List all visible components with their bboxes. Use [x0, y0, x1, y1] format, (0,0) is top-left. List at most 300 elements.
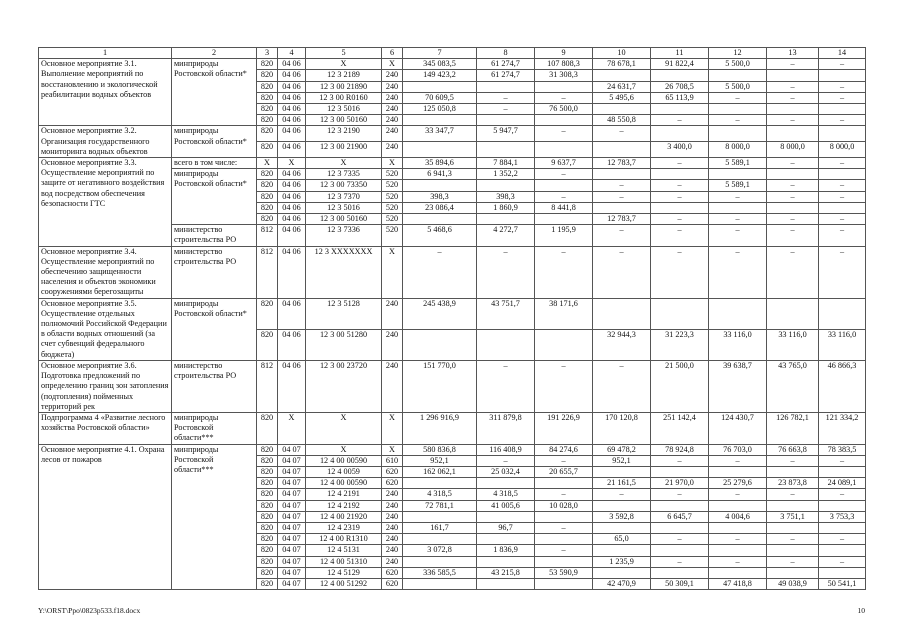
table-cell — [709, 169, 767, 180]
table-cell: – — [651, 158, 709, 169]
table-cell: – — [767, 225, 819, 246]
file-path-footer: Y:\ORST\Ppo\0823p533.f18.docx — [38, 606, 141, 615]
table-cell: 820 — [257, 489, 278, 500]
table-cell: 70 609,5 — [403, 92, 477, 103]
executor-name: минприроды Ростовской области*** — [172, 444, 257, 590]
table-cell: – — [819, 92, 866, 103]
table-cell — [535, 478, 593, 489]
table-cell: 65,0 — [593, 534, 651, 545]
table-cell — [535, 556, 593, 567]
table-cell: 107 808,3 — [535, 59, 593, 70]
table-cell — [709, 567, 767, 578]
table-cell: 12 4 00 00590 — [306, 478, 382, 489]
table-cell: 240 — [382, 360, 403, 412]
table-cell: 04 06 — [278, 180, 306, 191]
table-cell: 33 347,7 — [403, 126, 477, 142]
table-cell: 6 645,7 — [651, 511, 709, 522]
table-cell: 1 235,9 — [593, 556, 651, 567]
table-cell: – — [767, 59, 819, 70]
table-cell: 240 — [382, 104, 403, 115]
table-cell: 620 — [382, 466, 403, 477]
table-cell: – — [819, 534, 866, 545]
table-cell: 04 06 — [278, 92, 306, 103]
table-cell: 04 07 — [278, 534, 306, 545]
table-cell: 43 765,0 — [767, 360, 819, 412]
table-cell: 3 753,3 — [819, 511, 866, 522]
table-cell — [403, 329, 477, 360]
table-cell — [593, 545, 651, 556]
table-cell: 820 — [257, 126, 278, 142]
table-cell — [767, 298, 819, 329]
column-header: 14 — [819, 48, 866, 59]
table-cell: X — [306, 59, 382, 70]
table-cell: 31 223,3 — [651, 329, 709, 360]
table-cell: 191 226,9 — [535, 412, 593, 444]
table-cell: – — [767, 214, 819, 225]
column-header: 5 — [306, 48, 382, 59]
column-header: 4 — [278, 48, 306, 59]
table-cell: 121 334,2 — [819, 412, 866, 444]
activity-name: Основное мероприятие 3.3. Осуществление мероприятий по защите от негативного воздействия вод посредством обеспечения безопасности ГТС — [39, 158, 172, 247]
table-cell: – — [535, 169, 593, 180]
table-cell: 161,7 — [403, 522, 477, 533]
table-cell: – — [709, 115, 767, 126]
table-cell: 12 4 5131 — [306, 545, 382, 556]
table-cell: – — [535, 126, 593, 142]
table-cell — [535, 214, 593, 225]
table-cell: 812 — [257, 360, 278, 412]
table-cell: 48 550,8 — [593, 115, 651, 126]
table-cell: 12 3 00 50160 — [306, 115, 382, 126]
column-header: 10 — [593, 48, 651, 59]
table-cell — [403, 81, 477, 92]
table-cell: 311 879,8 — [477, 412, 535, 444]
table-cell: X — [382, 59, 403, 70]
table-cell: 3 592,8 — [593, 511, 651, 522]
table-cell: 8 000,0 — [709, 142, 767, 158]
table-cell: 820 — [257, 578, 278, 589]
table-cell — [535, 142, 593, 158]
table-cell: – — [709, 534, 767, 545]
table-cell: – — [535, 545, 593, 556]
table-row — [39, 158, 866, 169]
table-cell: 398,3 — [403, 191, 477, 202]
table-cell: 12 4 0059 — [306, 466, 382, 477]
table-cell: 3 751,1 — [767, 511, 819, 522]
table-cell — [767, 567, 819, 578]
table-cell: 04 07 — [278, 511, 306, 522]
table-cell: 04 07 — [278, 444, 306, 455]
table-cell: 820 — [257, 412, 278, 444]
table-cell: 345 083,5 — [403, 59, 477, 70]
executor-name: минприроды Ростовской области* — [172, 59, 257, 126]
table-cell — [819, 126, 866, 142]
table-cell: X — [306, 444, 382, 455]
table-cell: 240 — [382, 298, 403, 329]
table-cell: – — [593, 180, 651, 191]
table-cell: 820 — [257, 214, 278, 225]
table-cell: 5 947,7 — [477, 126, 535, 142]
table-cell — [767, 126, 819, 142]
table-cell — [535, 81, 593, 92]
table-cell: X — [306, 158, 382, 169]
table-cell — [535, 180, 593, 191]
table-cell: 26 708,5 — [651, 81, 709, 92]
column-header: 11 — [651, 48, 709, 59]
table-cell: 240 — [382, 70, 403, 81]
table-cell: – — [819, 489, 866, 500]
table-cell: X — [306, 412, 382, 444]
table-cell: 520 — [382, 202, 403, 213]
table-cell: 820 — [257, 180, 278, 191]
table-cell: – — [767, 158, 819, 169]
table-cell: – — [403, 246, 477, 298]
table-cell: 96,7 — [477, 522, 535, 533]
table-cell: 21 500,0 — [651, 360, 709, 412]
table-cell — [819, 500, 866, 511]
table-cell: – — [709, 92, 767, 103]
table-cell: 162 062,1 — [403, 466, 477, 477]
table-cell: 61 274,7 — [477, 59, 535, 70]
table-cell: 240 — [382, 126, 403, 142]
table-cell: 12 3 00 73350 — [306, 180, 382, 191]
table-cell: 65 113,9 — [651, 92, 709, 103]
table-cell — [535, 511, 593, 522]
table-cell: 820 — [257, 142, 278, 158]
table-cell: 620 — [382, 578, 403, 589]
table-cell: 245 438,9 — [403, 298, 477, 329]
table-cell: 76 703,0 — [709, 444, 767, 455]
table-cell: – — [819, 59, 866, 70]
table-cell — [477, 329, 535, 360]
table-cell: – — [651, 489, 709, 500]
table-cell — [709, 202, 767, 213]
table-cell: 820 — [257, 191, 278, 202]
table-cell: 39 638,7 — [709, 360, 767, 412]
table-cell: – — [593, 126, 651, 142]
table-cell — [477, 511, 535, 522]
table-cell — [709, 545, 767, 556]
table-cell — [651, 466, 709, 477]
table-cell: 820 — [257, 59, 278, 70]
table-cell: 149 423,2 — [403, 70, 477, 81]
table-cell: 43 215,8 — [477, 567, 535, 578]
table-cell: 04 06 — [278, 214, 306, 225]
table-row — [39, 412, 866, 444]
table-cell — [651, 126, 709, 142]
table-cell — [767, 70, 819, 81]
table-cell: 04 07 — [278, 556, 306, 567]
activity-name: Основное мероприятие 3.4. Осуществление мероприятий по обеспечению защищенности населения и объектов экономики сооружениями берегозащиты — [39, 246, 172, 298]
table-cell: 12 783,7 — [593, 158, 651, 169]
table-cell: – — [477, 92, 535, 103]
table-cell — [819, 298, 866, 329]
table-cell: 04 06 — [278, 360, 306, 412]
table-cell: – — [651, 246, 709, 298]
table-cell: 4 004,6 — [709, 511, 767, 522]
table-cell: 520 — [382, 169, 403, 180]
table-cell: 04 07 — [278, 567, 306, 578]
table-cell: 820 — [257, 70, 278, 81]
table-cell: – — [593, 489, 651, 500]
table-cell — [819, 522, 866, 533]
table-cell: 61 274,7 — [477, 70, 535, 81]
table-cell: – — [767, 455, 819, 466]
table-cell: 820 — [257, 92, 278, 103]
table-cell: 4 318,5 — [477, 489, 535, 500]
table-cell: 6 941,3 — [403, 169, 477, 180]
table-cell: 820 — [257, 478, 278, 489]
table-cell: X — [382, 158, 403, 169]
column-header: 2 — [172, 48, 257, 59]
activity-name: Подпрограмма 4 «Развитие лесного хозяйства Ростовской области» — [39, 412, 172, 444]
table-cell: 520 — [382, 214, 403, 225]
table-cell: 240 — [382, 142, 403, 158]
table-cell: – — [819, 556, 866, 567]
table-cell — [709, 104, 767, 115]
table-cell: 32 944,3 — [593, 329, 651, 360]
table-cell — [651, 70, 709, 81]
table-cell: – — [709, 556, 767, 567]
table-cell: – — [477, 455, 535, 466]
table-cell: 3 400,0 — [651, 142, 709, 158]
table-cell: – — [767, 489, 819, 500]
table-cell: 240 — [382, 511, 403, 522]
table-cell: 12 4 2192 — [306, 500, 382, 511]
table-cell — [403, 214, 477, 225]
table-cell — [709, 298, 767, 329]
table-cell: 820 — [257, 298, 278, 329]
table-cell: – — [819, 158, 866, 169]
table-cell: 398,3 — [477, 191, 535, 202]
table-cell: 04 06 — [278, 225, 306, 246]
table-cell: 12 3 00 51280 — [306, 329, 382, 360]
table-cell — [593, 104, 651, 115]
table-cell: 820 — [257, 545, 278, 556]
table-cell: 240 — [382, 500, 403, 511]
table-cell: – — [709, 214, 767, 225]
table-cell — [651, 104, 709, 115]
table-cell: 78 678,1 — [593, 59, 651, 70]
table-cell: – — [819, 225, 866, 246]
executor-name: всего в том числе: — [172, 158, 257, 169]
table-header — [39, 48, 866, 59]
table-cell: 1 195,9 — [535, 225, 593, 246]
table-cell — [819, 545, 866, 556]
table-cell: 04 06 — [278, 191, 306, 202]
table-cell — [535, 329, 593, 360]
table-cell: 1 836,9 — [477, 545, 535, 556]
table-cell: 04 07 — [278, 500, 306, 511]
table-cell: 820 — [257, 567, 278, 578]
table-cell — [593, 466, 651, 477]
table-cell: – — [767, 115, 819, 126]
table-cell: 21 161,5 — [593, 478, 651, 489]
page-number: 10 — [857, 606, 865, 615]
table-cell: 91 822,4 — [651, 59, 709, 70]
table-cell: – — [819, 455, 866, 466]
table-cell: 12 3 7336 — [306, 225, 382, 246]
table-cell: 12 3 00 23720 — [306, 360, 382, 412]
table-cell: 820 — [257, 522, 278, 533]
table-cell: – — [651, 225, 709, 246]
table-cell — [651, 169, 709, 180]
table-cell: – — [651, 180, 709, 191]
table-cell: 49 038,9 — [767, 578, 819, 589]
column-header: 1 — [39, 48, 172, 59]
table-cell: 50 541,1 — [819, 578, 866, 589]
table-cell: 69 478,2 — [593, 444, 651, 455]
table-cell: 12 4 00 R1310 — [306, 534, 382, 545]
table-cell: 5 589,1 — [709, 158, 767, 169]
table-cell: X — [382, 412, 403, 444]
table-cell: – — [535, 92, 593, 103]
table-cell: 820 — [257, 202, 278, 213]
table-cell: 240 — [382, 534, 403, 545]
table-cell: 240 — [382, 545, 403, 556]
table-cell — [767, 169, 819, 180]
table-cell — [593, 70, 651, 81]
table-cell — [403, 578, 477, 589]
table-row — [39, 59, 866, 70]
table-cell: 04 06 — [278, 329, 306, 360]
table-cell: 4 318,5 — [403, 489, 477, 500]
table-cell: 12 4 00 00590 — [306, 455, 382, 466]
table-cell — [819, 104, 866, 115]
table-cell: 820 — [257, 534, 278, 545]
table-cell: 04 06 — [278, 59, 306, 70]
table-cell: 820 — [257, 511, 278, 522]
table-cell: – — [819, 180, 866, 191]
table-cell: 520 — [382, 191, 403, 202]
activity-name: Основное мероприятие 3.5. Осуществление отдельных полномочий Российской Федерации в области водных отношений (за счет субвенций федерального бюджета) — [39, 298, 172, 360]
table-cell: – — [651, 191, 709, 202]
table-cell: 76 500,0 — [535, 104, 593, 115]
column-header: 6 — [382, 48, 403, 59]
table-cell: 25 279,6 — [709, 478, 767, 489]
table-cell: 9 637,7 — [535, 158, 593, 169]
table-cell — [403, 511, 477, 522]
table-cell: 12 3 00 21890 — [306, 81, 382, 92]
table-cell: 251 142,4 — [651, 412, 709, 444]
table-cell: 5 468,6 — [403, 225, 477, 246]
table-cell: 812 — [257, 246, 278, 298]
table-cell: 820 — [257, 104, 278, 115]
table-cell: 41 005,6 — [477, 500, 535, 511]
table-cell: 04 06 — [278, 246, 306, 298]
table-cell: 12 4 00 21920 — [306, 511, 382, 522]
table-cell: 116 408,9 — [477, 444, 535, 455]
table-cell: 126 782,1 — [767, 412, 819, 444]
table-cell — [593, 500, 651, 511]
table-cell: 31 308,3 — [535, 70, 593, 81]
budget-table — [38, 47, 866, 590]
table-cell — [535, 534, 593, 545]
table-cell: 10 028,0 — [535, 500, 593, 511]
table-cell — [651, 567, 709, 578]
table-cell: – — [767, 81, 819, 92]
table-cell: – — [819, 115, 866, 126]
table-cell: – — [477, 246, 535, 298]
table-cell: 12 3 7335 — [306, 169, 382, 180]
table-cell: 240 — [382, 81, 403, 92]
table-cell: 04 06 — [278, 298, 306, 329]
table-cell: 24 089,1 — [819, 478, 866, 489]
table-cell: – — [593, 246, 651, 298]
table-cell — [651, 500, 709, 511]
table-cell: 33 116,0 — [819, 329, 866, 360]
table-cell: – — [535, 191, 593, 202]
table-cell: 520 — [382, 180, 403, 191]
column-header: 13 — [767, 48, 819, 59]
table-cell: 33 116,0 — [709, 329, 767, 360]
table-cell — [819, 567, 866, 578]
table-cell: 7 884,1 — [477, 158, 535, 169]
table-cell — [767, 466, 819, 477]
table-cell: 84 274,6 — [535, 444, 593, 455]
table-cell: 820 — [257, 556, 278, 567]
table-cell: 12 4 5129 — [306, 567, 382, 578]
table-cell: 240 — [382, 489, 403, 500]
table-cell — [819, 466, 866, 477]
table-cell: 78 383,5 — [819, 444, 866, 455]
table-cell — [767, 104, 819, 115]
table-cell: X — [278, 412, 306, 444]
table-cell — [477, 115, 535, 126]
table-cell: 151 770,0 — [403, 360, 477, 412]
table-cell: 620 — [382, 478, 403, 489]
table-cell — [651, 522, 709, 533]
table-cell: – — [651, 115, 709, 126]
table-cell: 820 — [257, 455, 278, 466]
activity-name: Основное мероприятие 3.2. Организация государственного мониторинга водных объектов — [39, 126, 172, 158]
table-cell — [477, 478, 535, 489]
table-cell: 42 470,9 — [593, 578, 651, 589]
executor-name: министерство строительства РО — [172, 246, 257, 298]
table-cell: 580 836,8 — [403, 444, 477, 455]
table-cell — [403, 478, 477, 489]
table-cell: 240 — [382, 115, 403, 126]
table-cell: X — [278, 158, 306, 169]
table-cell: 1 860,9 — [477, 202, 535, 213]
table-cell: 23 873,8 — [767, 478, 819, 489]
table-cell: 12 4 2319 — [306, 522, 382, 533]
table-cell: – — [535, 522, 593, 533]
table-cell: 240 — [382, 556, 403, 567]
table-cell: 240 — [382, 92, 403, 103]
table-cell: 04 06 — [278, 115, 306, 126]
table-cell — [709, 500, 767, 511]
activity-name: Основное мероприятие 3.1. Выполнение мероприятий по восстановлению и экологической реабилитации водных объектов — [39, 59, 172, 126]
table-cell: 04 07 — [278, 455, 306, 466]
table-cell — [819, 70, 866, 81]
table-cell: 04 07 — [278, 489, 306, 500]
table-cell: 04 07 — [278, 466, 306, 477]
table-cell: – — [709, 455, 767, 466]
column-header: 9 — [535, 48, 593, 59]
table-cell: 12 3 5128 — [306, 298, 382, 329]
table-cell: 5 495,6 — [593, 92, 651, 103]
table-cell — [767, 500, 819, 511]
table-cell: – — [535, 489, 593, 500]
table-cell: 820 — [257, 115, 278, 126]
table-cell — [403, 115, 477, 126]
table-cell: 5 500,0 — [709, 59, 767, 70]
activity-name: Основное мероприятие 4.1. Охрана лесов от пожаров — [39, 444, 172, 590]
executor-name: министерство строительства РО — [172, 360, 257, 412]
table-cell: 5 589,1 — [709, 180, 767, 191]
column-header: 8 — [477, 48, 535, 59]
